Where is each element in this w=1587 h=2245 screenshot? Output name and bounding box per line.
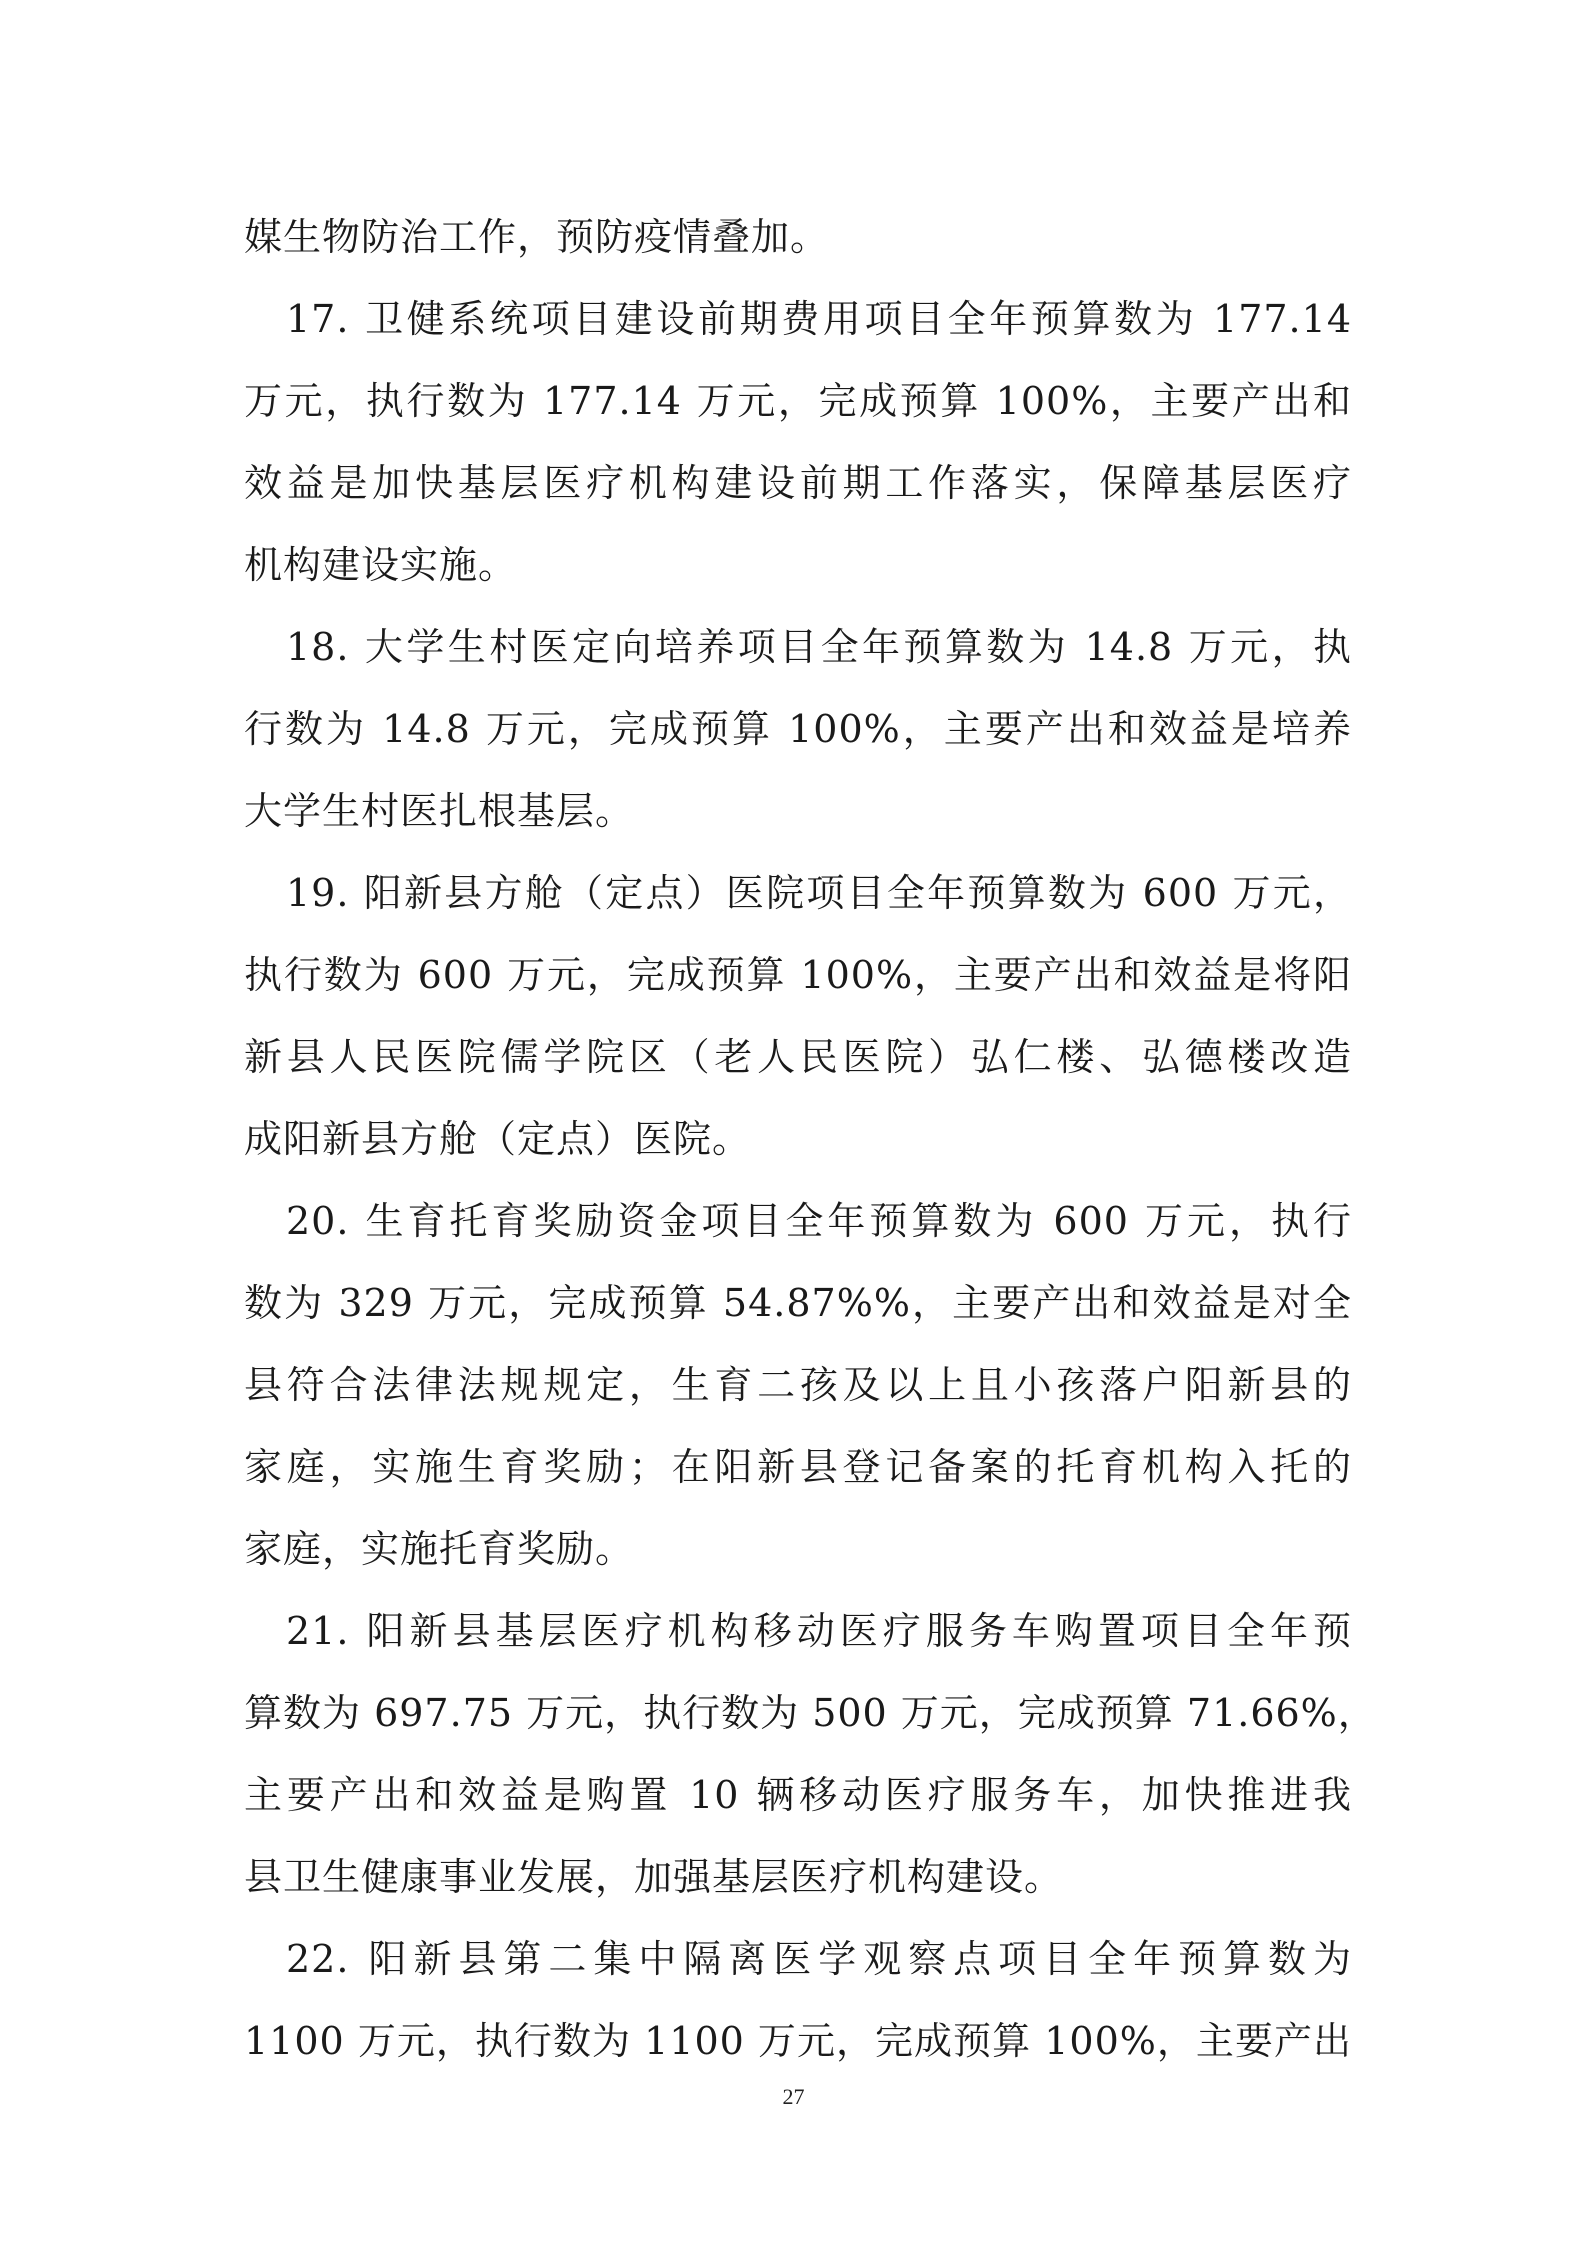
body-text-line: 新县人民医院儒学院区（老人民医院）弘仁楼、弘德楼改造 (244, 1035, 1352, 1079)
body-text-line: 家庭，实施托育奖励。 (244, 1527, 635, 1571)
paragraph-21-start: 21. 阳新县基层医疗机构移动医疗服务车购置项目全年预 (286, 1609, 1352, 1653)
body-text-line: 媒生物防治工作，预防疫情叠加。 (244, 215, 830, 259)
body-text-line: 县卫生健康事业发展，加强基层医疗机构建设。 (244, 1855, 1064, 1899)
body-text-line: 机构建设实施。 (244, 543, 518, 587)
body-text-line: 算数为 697.75 万元，执行数为 500 万元，完成预算 71.66%， (244, 1691, 1377, 1735)
body-text-line: 1100 万元，执行数为 1100 万元，完成预算 100%，主要产出 (244, 2019, 1352, 2063)
paragraph-22-start: 22. 阳新县第二集中隔离医学观察点项目全年预算数为 (286, 1937, 1352, 1981)
body-text-line: 成阳新县方舱（定点）医院。 (244, 1117, 752, 1161)
body-text-line: 数为 329 万元，完成预算 54.87%%，主要产出和效益是对全 (244, 1281, 1352, 1325)
page-number: 27 (782, 2084, 805, 2109)
body-text-line: 县符合法律法规规定，生育二孩及以上且小孩落户阳新县的 (244, 1363, 1352, 1407)
paragraph-19-start: 19. 阳新县方舱（定点）医院项目全年预算数为 600 万元， (286, 871, 1352, 915)
body-text-line: 效益是加快基层医疗机构建设前期工作落实，保障基层医疗 (244, 461, 1352, 505)
body-text-line: 执行数为 600 万元，完成预算 100%，主要产出和效益是将阳 (244, 953, 1352, 997)
paragraph-18-start: 18. 大学生村医定向培养项目全年预算数为 14.8 万元，执 (286, 625, 1352, 669)
body-text-line: 万元，执行数为 177.14 万元，完成预算 100%，主要产出和 (244, 379, 1352, 423)
paragraph-20-start: 20. 生育托育奖励资金项目全年预算数为 600 万元，执行 (286, 1199, 1352, 1243)
body-text-line: 家庭，实施生育奖励；在阳新县登记备案的托育机构入托的 (244, 1445, 1352, 1489)
body-text-line: 大学生村医扎根基层。 (244, 789, 635, 833)
body-text-line: 行数为 14.8 万元，完成预算 100%，主要产出和效益是培养 (244, 707, 1352, 751)
paragraph-17-start: 17. 卫健系统项目建设前期费用项目全年预算数为 177.14 (286, 297, 1352, 341)
body-text-line: 主要产出和效益是购置 10 辆移动医疗服务车，加快推进我 (244, 1773, 1352, 1817)
